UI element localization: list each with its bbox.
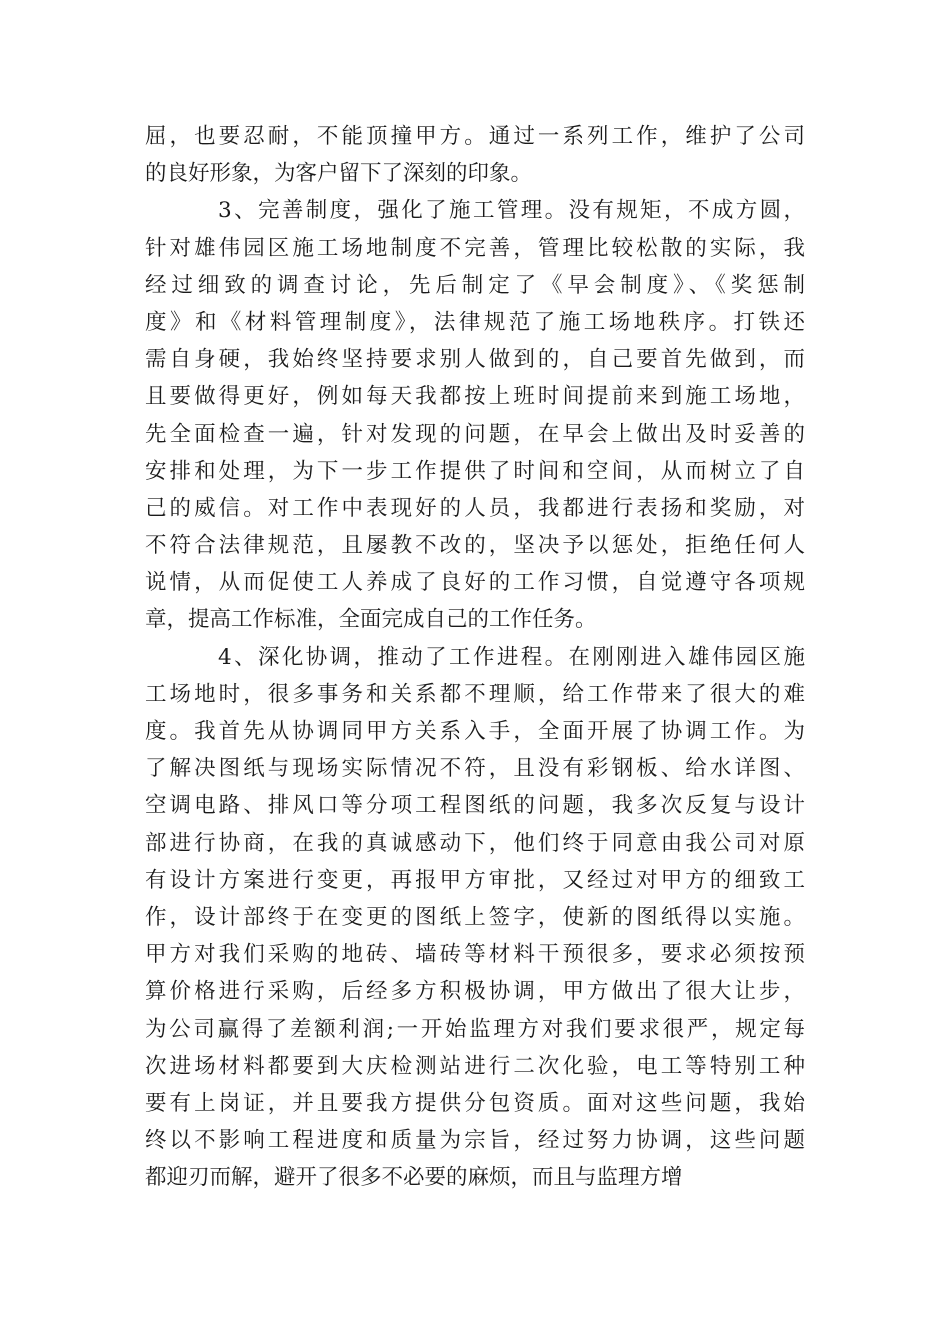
text-line: 空调电路、排风口等分项工程图纸的问题，我多次反复与设计 xyxy=(145,793,805,819)
text-line: 有设计方案进行变更，再报甲方审批，又经过对甲方的细致工 xyxy=(145,867,805,893)
text-line: 算价格进行采购，后经多方积极协调，甲方做出了很大让步， xyxy=(145,979,805,1005)
text-line: 为公司赢得了差额利润;一开始监理方对我们要求很严，规定每 xyxy=(145,1016,805,1042)
text-line: 章，提高工作标准，全面完成自己的工作任务。 xyxy=(145,607,597,633)
text-line: 次进场材料都要到大庆检测站进行二次化验，电工等特别工种 xyxy=(145,1053,805,1079)
text-line: 都迎刃而解，避开了很多不必要的麻烦，而且与监理方增 xyxy=(145,1165,683,1191)
text-line: 的良好形象，为客户留下了深刻的印象。 xyxy=(145,161,533,187)
text-line: 屈，也要忍耐，不能顶撞甲方。通过一系列工作，维护了公司 xyxy=(145,124,805,149)
text-line: 部进行协商，在我的真诚感动下，他们终于同意由我公司对原 xyxy=(145,830,805,856)
text-line: 说情，从而促使工人养成了良好的工作习惯，自觉遵守各项规 xyxy=(145,570,805,596)
text-line: 不符合法律规范，且屡教不改的，坚决予以惩处，拒绝任何人 xyxy=(145,533,805,559)
text-line: 度》和《材料管理制度》，法律规范了施工场地秩序。打铁还 xyxy=(145,309,805,335)
text-line: 己的威信。对工作中表现好的人员，我都进行表扬和奖励，对 xyxy=(145,495,805,521)
text-line: 3、完善制度，强化了施工管理。没有规矩，不成方圆， xyxy=(218,198,805,224)
text-line: 甲方对我们采购的地砖、墙砖等材料干预很多，要求必须按预 xyxy=(145,942,805,968)
text-line: 先全面检查一遍，针对发现的问题，在早会上做出及时妥善的 xyxy=(145,421,805,447)
text-line: 针对雄伟园区施工场地制度不完善，管理比较松散的实际，我 xyxy=(145,235,805,261)
text-line: 4、深化协调，推动了工作进程。在刚刚进入雄伟园区施 xyxy=(218,644,805,670)
text-line: 工场地时，很多事务和关系都不理顺，给工作带来了很大的难 xyxy=(145,681,805,707)
text-line: 度。我首先从协调同甲方关系入手，全面开展了协调工作。为 xyxy=(145,719,805,744)
text-line: 了解决图纸与现场实际情况不符，且没有彩钢板、给水详图、 xyxy=(145,756,805,782)
body-text xyxy=(145,118,805,1196)
text-line: 需自身硬，我始终坚持要求别人做到的，自己要首先做到，而 xyxy=(145,347,805,373)
text-line: 要有上岗证，并且要我方提供分包资质。面对这些问题，我始 xyxy=(145,1090,805,1116)
text-line: 经过细致的调查讨论，先后制定了《早会制度》、《奖惩制 xyxy=(145,272,805,298)
text-line: 且要做得更好，例如每天我都按上班时间提前来到施工场地， xyxy=(145,384,805,410)
text-line: 作，设计部终于在变更的图纸上签字，使新的图纸得以实施。 xyxy=(145,904,805,930)
text-line: 安排和处理，为下一步工作提供了时间和空间，从而树立了自 xyxy=(145,458,805,484)
text-line: 终以不影响工程进度和质量为宗旨，经过努力协调，这些问题 xyxy=(145,1128,805,1154)
